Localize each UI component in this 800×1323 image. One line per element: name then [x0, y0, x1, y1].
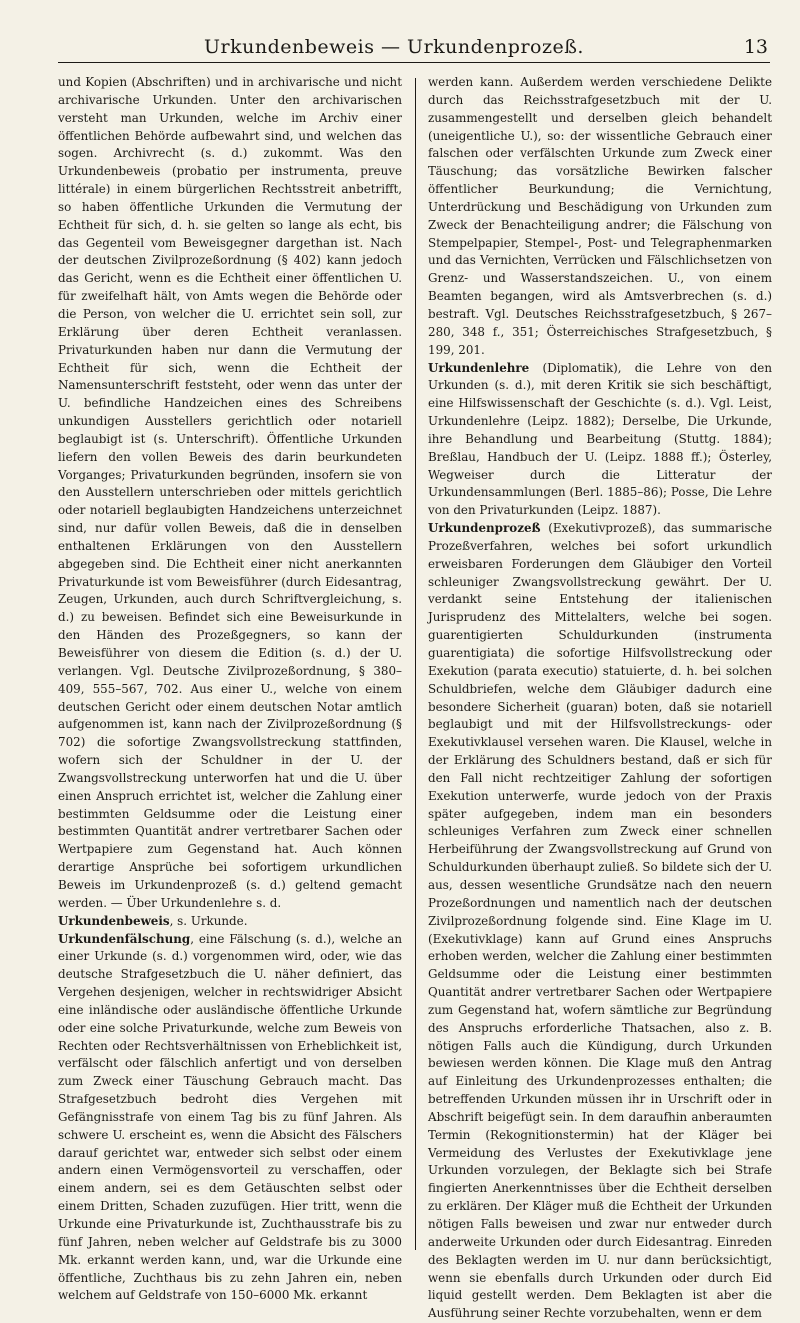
entry-term: Urkundenfälschung	[58, 931, 191, 946]
entry-text: , s. Urkunde.	[169, 913, 248, 928]
entry-continuation-urkunde	[58, 74, 402, 913]
page-number: 13	[743, 36, 768, 58]
entry-urkundenbeweis	[58, 913, 402, 931]
entry-term: Urkundenlehre	[428, 360, 530, 375]
running-head: Urkundenbeweis — Urkundenprozeß.	[204, 36, 584, 58]
entry-urkundenprozess	[428, 520, 772, 1323]
entry-text: und Kopien (Abschriften) und in archivarische und nicht archivarische Urkunden. Unter den archivarischen versteht man Urkunden, welche im Archiv einer öffentlichen Behörde aufbewahrt sind, und welchen das sogen. Archivrecht (s. d.) zukommt. Was den Urkundenbeweis (probatio per instrumenta, preuve littérale) in einem bürgerlichen Rechtsstreit anbetrifft, so haben öffentliche Urkunden die Vermutung der Echtheit für sich, d. h. sie gelten so lange als echt, bis das Gegenteil vom Beweisgegner dargethan ist. Nach der deutschen Zivilprozeßordnung (§ 402) kann jedoch das Gericht, wenn es die Echtheit einer öffentlichen U. für zweifelhaft hält, von Amts wegen die Behörde oder die Person, von welcher die U. errichtet sein soll, zur Erklärung über deren Echtheit veranlassen. Privaturkunden haben nur dann die Vermutung der Echtheit für sich, wenn die Echtheit der Namensunterschrift feststeht, oder wenn das unter der U. befindliche Handzeichen eines des Schreibens unkundigen Ausstellers gerichtlich oder notariell beglaubigt ist (s. Unterschrift). Öffentliche Urkunden liefern den vollen Beweis des darin beurkundeten Vorganges; Privaturkunden begründen, insofern sie von den Ausstellern unterschrieben oder mittels gerichtlich oder notariell beglaubigten Handzeichens unterzeichnet sind, nur dafür vollen Beweis, daß die in denselben enthaltenen Erklärungen von den Ausstellern abgegeben sind. Die Echtheit einer nicht anerkannten Privaturkunde ist vom Beweisführer (durch Eidesantrag, Zeugen, Urkunden, auch durch Schriftvergleichung, s. d.) zu beweisen. Befindet sich eine Beweisurkunde in den Händen des Prozeßgegners, so kann der Beweisführer von diesem die Edition (s. d.) der U. verlangen. Vgl. Deutsche Zivilprozeßordnung, § 380–409, 555–567, 702. Aus einer U., welche von einem deutschen Gericht oder einem deutschen Notar amtlich aufgenommen ist, kann nach der Zivilprozeßordnung (§ 702) die sofortige Zwangsvollstreckung stattfinden, wofern sich der Schuldner in der U. der Zwangsvollstreckung unterworfen hat und die U. über einen Anspruch errichtet ist, welcher die Zahlung einer bestimmten Geldsumme oder die Leistung einer bestimmten Quantität andrer vertretbarer Sachen oder Wertpapiere zum Gegenstand hat. Auch können derartige Ansprüche bei sofortigem urkundlichen Beweis im Urkundenprozeß (s. d.) geltend gemacht werden. — Über Urkundenlehre s. d.	[58, 75, 402, 910]
entry-text: (Exekutivprozeß), das summarische Prozeßverfahren, welches bei sofort urkundlich erweisbaren Forderungen dem Gläubiger den Vorteil schleuniger Zwangsvollstreckung gewährt. Der U. verdankt seine Entstehung der italienischen Jurisprudenz des Mittelalters, welche bei sogen. guarentigierten Schuldurkunden (instrumenta guarentigiata) die sofortige Hilfsvollstreckung oder Exekution (parata executio) statuierte, d. h. bei solchen Schuldbriefen, welche dem Gläubiger dadurch eine besondere Sicherheit (guaran) boten, daß sie notariell beglaubigt und mit der Hilfsvollstreckungs- oder Exekutivklausel versehen waren. Die Klausel, welche in der Erklärung des Schuldners bestand, daß er sich für den Fall nicht rechtzeitiger Zahlung der sofortigen Exekution unterwerfe, wurde jedoch von der Praxis später aufgegeben, indem man ein besonders schleuniges Verfahren zum Zweck einer schnellen Herbeiführung der Zwangsvollstreckung auf Grund von Schuldurkunden überhaupt zuließ. So bildete sich der U. aus, dessen wesentliche Grundsätze nach den neuern Prozeßordnungen und namentlich nach der deutschen Zivilprozeßordnung folgende sind. Eine Klage im U. (Exekutivklage) kann auf Grund eines Anspruchs erhoben werden, welcher die Zahlung einer bestimmten Geldsumme oder die Leistung einer bestimmten Quantität andrer vertretbarer Sachen oder Wertpapiere zum Gegenstand hat, wofern sämtliche zur Begründung des Anspruchs erforderliche Thatsachen, also z. B. nötigen Falls auch die Kündigung, durch Urkunden bewiesen werden können. Die Klage muß den Antrag auf Einleitung des Urkundenprozesses enthalten; die betreffenden Urkunden müssen ihr in Urschrift oder in Abschrift beigefügt sein. In dem daraufhin anberaumten Termin (Rekognitionstermin) hat der Kläger bei Vermeidung des Verlustes der Exekutivklage jene Urkunden vorzulegen, der Beklagte sich bei Strafe fingierten Anerkenntnisses über die Echtheit derselben zu erklären. Der Kläger muß die Echtheit der Urkunden nötigen Falls beweisen und zwar nur entweder durch anderweite Urkunden oder durch Eidesantrag. Einreden des Beklagten werden im U. nur dann berücksichtigt, wenn sie ebenfalls durch Urkunden oder durch Eid liquid gestellt werden. Dem Beklagten ist aber die Ausführung seiner Rechte vorzubehalten, wenn er dem	[428, 521, 772, 1321]
left-column	[58, 74, 402, 1303]
entry-urkundenfaelschung	[58, 931, 402, 1306]
entry-text: werden kann. Außerdem werden verschiedene Delikte durch das Reichsstrafgesetzbuch mit der U. zusammengestellt und derselben gleich behandelt (uneigentliche U.), so: der wissentliche Gebrauch einer falschen oder verfälschten Urkunde zum Zweck einer Täuschung; das vorsätzliche Bewirken falscher öffentlicher Beurkundung; die Vernichtung, Unterdrückung und Beschädigung von Urkunden zum Zweck der Benachteiligung andrer; die Fälschung von Stempelpapier, Stempel-, Post- und Telegraphenmarken und das Vernichten, Verrücken und Fälschlichsetzen von Grenz- und Wasserstandszeichen. U., von einem Beamten begangen, wird als Amtsverbrechen (s. d.) bestraft. Vgl. Deutsches Reichsstrafgesetzbuch, § 267–280, 348 f., 351; Österreichisches Strafgesetzbuch, § 199, 201.	[428, 75, 772, 357]
column-divider	[415, 78, 416, 1250]
entry-urkundenlehre	[428, 360, 772, 521]
entry-term: Urkundenprozeß	[428, 521, 541, 536]
entry-continuation-urkundenfaelschung	[428, 74, 772, 360]
page-header	[58, 30, 770, 63]
right-column	[428, 74, 772, 1321]
entry-term: Urkundenbeweis	[58, 913, 170, 928]
text-columns	[58, 74, 772, 1321]
entry-text: , eine Fälschung (s. d.), welche an einer Urkunde (s. d.) vorgenommen wird, oder, wie das deutsche Strafgesetzbuch die U. näher definiert, das Vergehen desjenigen, welcher in rechtswidriger Absicht eine inländische oder ausländische öffentliche Urkunde oder eine solche Privaturkunde, welche zum Beweis von Rechten oder Rechtsverhältnissen von Erheblichkeit ist, verfälscht oder fälschlich anfertigt und von derselben zum Zweck einer Täuschung Gebrauch macht. Das Strafgesetzbuch bedroht dies Vergehen mit Gefängnisstrafe von einem Tag bis zu fünf Jahren. Als schwere U. erscheint es, wenn die Absicht des Fälschers darauf gerichtet war, entweder sich selbst oder einem andern einen Vermögensvorteil zu verschaffen, oder einem andern, sei es dem Getäuschten selbst oder einem Dritten, Schaden zuzufügen. Hier tritt, wenn die Urkunde eine Privaturkunde ist, Zuchthausstrafe bis zu fünf Jahren, neben welcher auf Geldstrafe bis zu 3000 Mk. erkannt werden kann, und, war die Urkunde eine öffentliche, Zuchthaus bis zu zehn Jahren ein, neben welchem auf Geldstrafe von 150–6000 Mk. erkannt	[58, 931, 402, 1303]
entry-text: (Diplomatik), die Lehre von den Urkunden (s. d.), mit deren Kritik sie sich beschäftigt, eine Hilfswissenschaft der Geschichte (s. d.). Vgl. Leist, Urkundenlehre (Leipz. 1882); Derselbe, Die Urkunde, ihre Behandlung und Bearbeitung (Stuttg. 1884); Breßlau, Handbuch der U. (Leipz. 1888 ff.); Österley, Wegweiser durch die Litteratur der Urkundensammlungen (Berl. 1885–86); Posse, Die Lehre von den Privaturkunden (Leipz. 1887).	[428, 360, 772, 518]
